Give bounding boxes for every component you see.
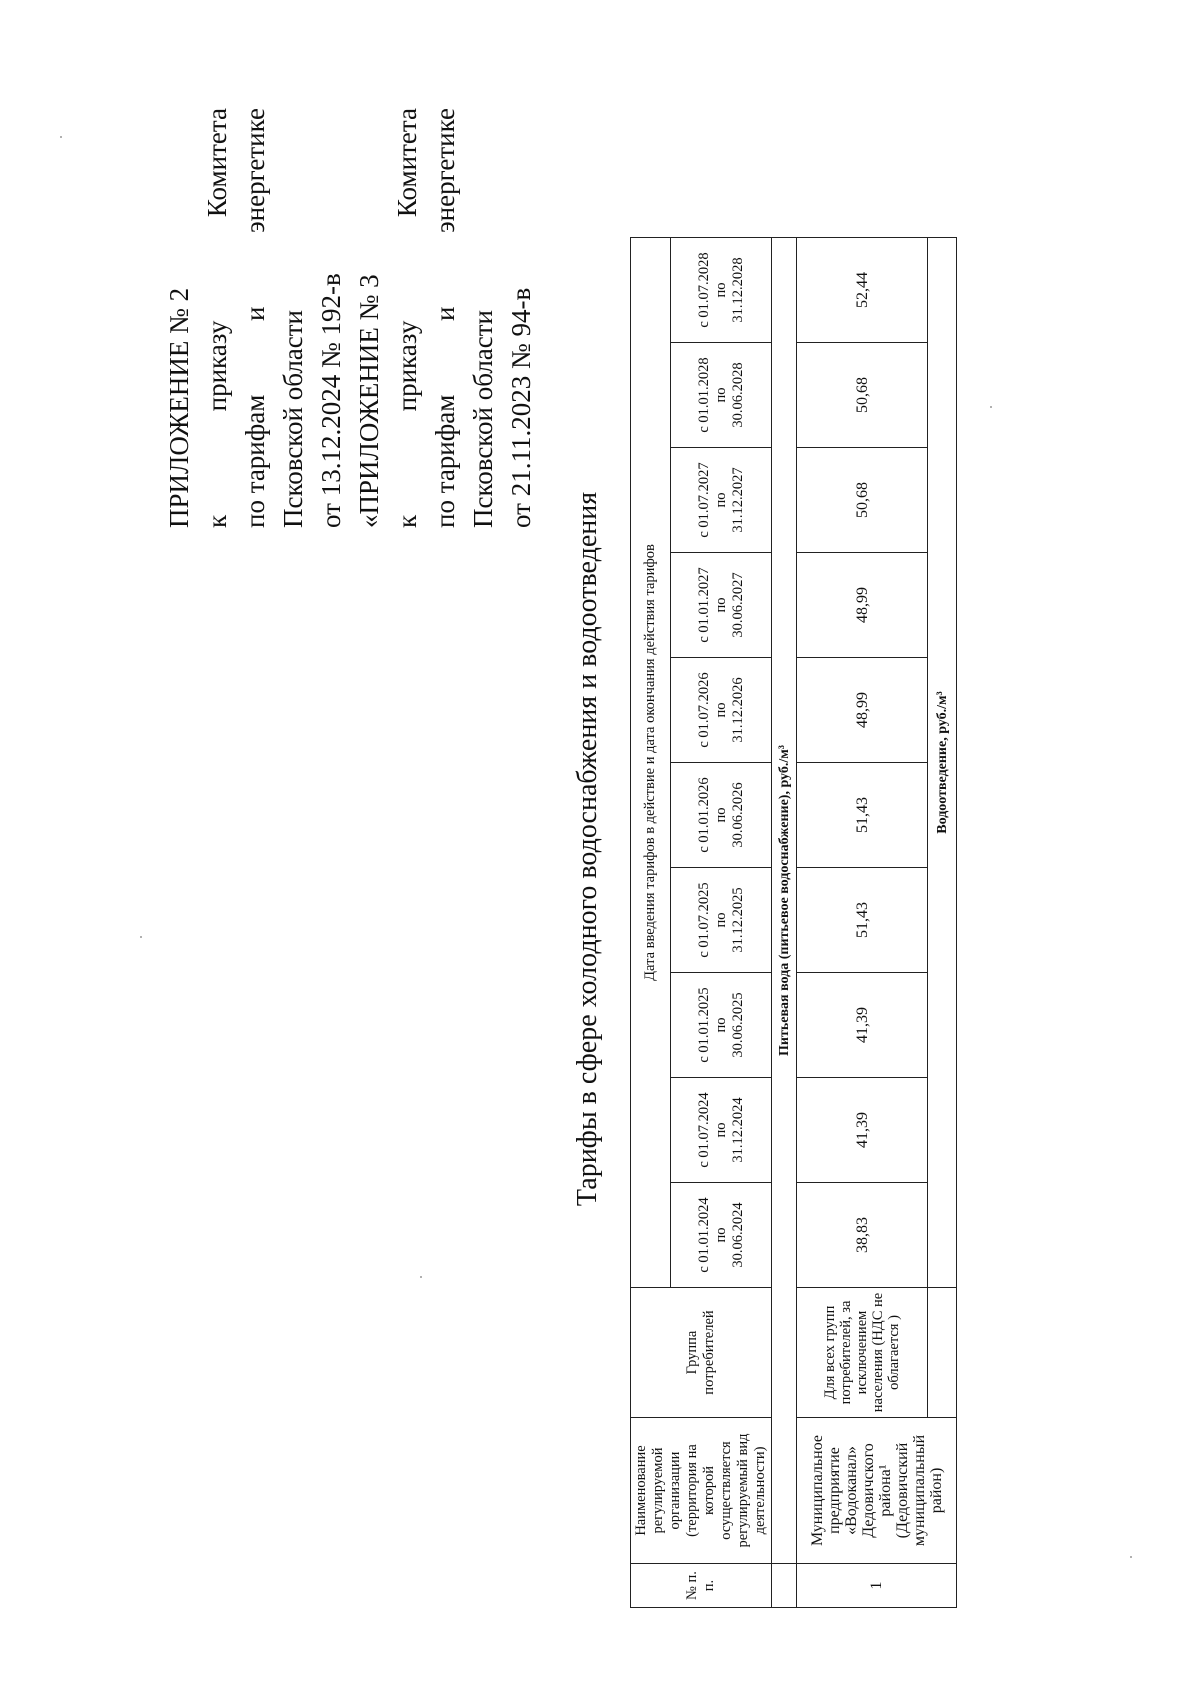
period-to: 31.12.2027 <box>729 467 746 533</box>
tariff-value-cell: 50,68 <box>797 343 928 448</box>
period-by: по <box>712 1227 729 1243</box>
section-sewage-label: Водоотведение, руб./м³ <box>928 237 957 1287</box>
period-to: 31.12.2024 <box>729 1097 746 1163</box>
tariff-table <box>630 237 957 1608</box>
period-from: с 01.01.2028 <box>695 357 712 433</box>
period-by: по <box>712 807 729 823</box>
tariff-value-cell: 38,83 <box>797 1183 928 1288</box>
appendix-word: и <box>430 306 460 322</box>
scan-speck <box>990 406 992 408</box>
tariff-value-cell: 51,43 <box>797 868 928 973</box>
section-water-label: Питьевая вода (питьевое водоснабжение), руб./м³ <box>772 237 797 1563</box>
period-by: по <box>712 492 729 508</box>
document-title: Тарифы в сфере холодного водоснабжения и водоотведения <box>572 491 603 1207</box>
period-by: по <box>712 282 729 298</box>
period-header-cell <box>671 448 772 553</box>
tariff-value-cell: 48,99 <box>797 658 928 763</box>
appendix-line-2 <box>426 108 464 528</box>
appendix-line-4: от 13.12.2024 № 192-в <box>316 273 346 528</box>
period-to: 31.12.2028 <box>729 257 746 323</box>
period-header-cell <box>671 973 772 1078</box>
period-from: с 01.01.2026 <box>695 777 712 853</box>
period-header-cell <box>671 868 772 973</box>
appendix-word: Комитета <box>392 108 422 218</box>
appendix-heading: ПРИЛОЖЕНИЕ № 2 <box>164 287 194 528</box>
tariff-value-cell: 48,99 <box>797 553 928 658</box>
period-to: 30.06.2025 <box>729 992 746 1058</box>
period-header-cell <box>671 343 772 448</box>
appendix-line-3: Псковской области <box>278 309 308 528</box>
appendix-heading: «ПРИЛОЖЕНИЕ № 3 <box>354 274 384 528</box>
period-header-cell <box>671 237 772 342</box>
period-header-cell <box>671 553 772 658</box>
period-header-cell <box>671 1183 772 1288</box>
tariff-value-cell: 41,39 <box>797 1078 928 1183</box>
appendix-line-4: от 21.11.2023 № 94-в <box>506 287 536 528</box>
tariff-value-cell: 52,44 <box>797 237 928 342</box>
appendix-word: по тарифам <box>240 394 270 528</box>
scan-speck <box>420 1276 422 1278</box>
header-consumer-group: Группа потребителей <box>631 1288 772 1418</box>
period-from: с 01.01.2027 <box>695 567 712 643</box>
period-to: 30.06.2028 <box>729 362 746 428</box>
appendix-word: и <box>240 306 270 322</box>
scan-speck <box>140 936 142 938</box>
appendix-word: к <box>202 514 232 528</box>
period-by: по <box>712 1122 729 1138</box>
period-by: по <box>712 1017 729 1033</box>
header-number: № п. п. <box>631 1564 772 1608</box>
period-to: 30.06.2024 <box>729 1202 746 1268</box>
period-from: с 01.07.2024 <box>695 1092 712 1168</box>
tariff-value-cell: 41,39 <box>797 973 928 1078</box>
scan-speck <box>1130 1556 1132 1558</box>
tariff-value-cell: 51,43 <box>797 763 928 868</box>
period-header-cell <box>671 658 772 763</box>
period-from: с 01.01.2025 <box>695 987 712 1063</box>
appendix-word: к <box>392 514 422 528</box>
period-by: по <box>712 912 729 928</box>
period-from: с 01.07.2026 <box>695 672 712 748</box>
period-from: с 01.07.2028 <box>695 252 712 328</box>
appendix-word: приказу <box>392 320 422 412</box>
period-from: с 01.07.2025 <box>695 882 712 958</box>
period-header-cell <box>671 763 772 868</box>
period-to: 30.06.2027 <box>729 572 746 638</box>
tariff-value-cell: 50,68 <box>797 448 928 553</box>
table-cell <box>772 1564 797 1608</box>
period-by: по <box>712 597 729 613</box>
appendix-stamp-original <box>350 108 540 528</box>
period-to: 31.12.2025 <box>729 887 746 953</box>
appendix-line-1 <box>198 108 236 528</box>
appendix-stamp-current <box>160 108 350 528</box>
period-to: 31.12.2026 <box>729 677 746 743</box>
organization-name: Муниципальное предприятие «Водоканал» Дедовичского района¹ (Дедовичский муниципальный район) <box>797 1418 957 1564</box>
appendix-word: по тарифам <box>430 394 460 528</box>
header-dates: Дата введения тарифов в действие и дата окончания действия тарифов <box>631 237 671 1287</box>
period-from: с 01.07.2027 <box>695 462 712 538</box>
appendix-word: приказу <box>202 320 232 412</box>
consumer-group-name: Для всех групп потребителей, за исключением населения (НДС не облагается ) <box>797 1288 928 1418</box>
period-from: с 01.01.2024 <box>695 1197 712 1273</box>
period-header-cell <box>671 1078 772 1183</box>
appendix-line-2 <box>236 108 274 528</box>
appendix-word: энергетике <box>430 108 460 233</box>
row-number: 1 <box>797 1564 957 1608</box>
period-by: по <box>712 702 729 718</box>
appendix-line-3: Псковской области <box>468 309 498 528</box>
appendix-word: энергетике <box>240 108 270 233</box>
header-organization: Наименование регулируемой организации (территория на которой осуществляется регулируемый вид деятельности) <box>631 1418 772 1564</box>
table-row <box>797 237 928 1607</box>
appendix-word: Комитета <box>202 108 232 218</box>
appendix-line-1 <box>388 108 426 528</box>
scan-speck <box>60 136 62 138</box>
period-by: по <box>712 387 729 403</box>
period-to: 30.06.2026 <box>729 782 746 848</box>
table-cell <box>928 1288 957 1418</box>
